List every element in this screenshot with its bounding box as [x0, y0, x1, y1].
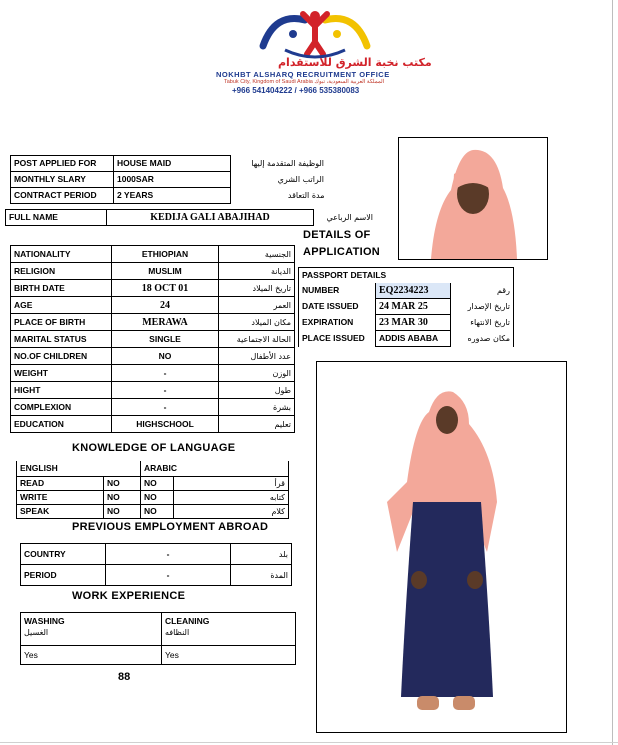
- personal-value: NO: [112, 348, 219, 365]
- arabic-level: NO: [141, 505, 174, 519]
- arabic-header: ARABIC: [141, 461, 289, 477]
- table-row: [17, 491, 289, 505]
- period-label: CONTRACT PERIOD: [11, 188, 114, 204]
- headshot-photo: [398, 137, 548, 260]
- passport-label-ar: تاريخ الإصدار: [451, 299, 514, 315]
- full-name-label: FULL NAME: [6, 210, 107, 226]
- language-skill-label: READ: [17, 477, 104, 491]
- passport-label-ar: تاريخ الانتهاء: [451, 315, 514, 331]
- passport-label-ar: مكان صدوره: [451, 331, 514, 347]
- personal-value: SINGLE: [112, 331, 219, 348]
- passport-label-ar: رقم: [451, 283, 514, 299]
- table-row: [17, 477, 289, 491]
- table-row: [11, 382, 295, 399]
- passport-value: 24 MAR 25: [376, 299, 451, 315]
- cleaning-cell: [162, 613, 296, 646]
- country-value: -: [106, 544, 231, 565]
- work-table: [20, 612, 296, 665]
- passport-label: EXPIRATION: [299, 315, 376, 331]
- personal-label: MARITAL STATUS: [11, 331, 112, 348]
- table-row: [21, 544, 292, 565]
- personal-label-ar: تعليم: [219, 416, 295, 433]
- table-row: [11, 263, 295, 280]
- personal-label: PLACE OF BIRTH: [11, 314, 112, 331]
- table-row: [11, 365, 295, 382]
- table-row: [11, 280, 295, 297]
- full-name-table: [5, 209, 376, 226]
- table-row: [11, 172, 328, 188]
- personal-label-ar: الجنسية: [219, 246, 295, 263]
- company-logo-icon: [255, 8, 375, 60]
- personal-label: EDUCATION: [11, 416, 112, 433]
- personal-label: RELIGION: [11, 263, 112, 280]
- washing-cell: [21, 613, 162, 646]
- table-row: [11, 416, 295, 433]
- personal-label-ar: الديانة: [219, 263, 295, 280]
- full-name-value: KEDIJA GALI ABAJIHAD: [107, 210, 314, 226]
- washing-label: WASHING: [24, 616, 65, 626]
- personal-value: -: [112, 399, 219, 416]
- table-row: [21, 646, 296, 665]
- arabic-level: NO: [141, 491, 174, 505]
- personal-label-ar: طول: [219, 382, 295, 399]
- table-row: [11, 314, 295, 331]
- personal-value: HIGHSCHOOL: [112, 416, 219, 433]
- washing-label-ar: الغسيل: [24, 628, 49, 637]
- company-phones: +966 541404222 / +966 535380083: [232, 86, 360, 95]
- personal-value: 18 OCT 01: [112, 280, 219, 297]
- english-level: NO: [104, 505, 141, 519]
- personal-label-ar: الوزن: [219, 365, 295, 382]
- language-skill-label-ar: كتابه: [174, 491, 289, 505]
- table-row: [299, 315, 514, 331]
- passport-label: PLACE ISSUED: [299, 331, 376, 347]
- reference-number: 88: [118, 671, 131, 683]
- table-row: [11, 399, 295, 416]
- company-name-arabic: مكتب نخبة الشرق للاستقدام: [278, 56, 432, 69]
- post-value: HOUSE MAID: [114, 156, 231, 172]
- personal-value: MERAWA: [112, 314, 219, 331]
- table-row: [11, 188, 328, 204]
- employment-period-label: PERIOD: [21, 565, 106, 586]
- language-skill-label: SPEAK: [17, 505, 104, 519]
- cleaning-value: Yes: [162, 646, 296, 665]
- personal-label: NATIONALITY: [11, 246, 112, 263]
- company-location: Tabuk City, Kingdom of Saudi Arabia المملكة العربية السعودية، تبوك: [224, 79, 385, 85]
- table-row: [11, 348, 295, 365]
- personal-label-ar: بشرة: [219, 399, 295, 416]
- cleaning-label: CLEANING: [165, 616, 210, 626]
- personal-value: ETHIOPIAN: [112, 246, 219, 263]
- passport-label: DATE ISSUED: [299, 299, 376, 315]
- table-row: [17, 461, 289, 477]
- passport-label: NUMBER: [299, 283, 376, 299]
- personal-label: HIGHT: [11, 382, 112, 399]
- table-row: [21, 613, 296, 646]
- period-label-ar: مدة التعاقد: [287, 191, 325, 200]
- english-level: NO: [104, 477, 141, 491]
- company-name-english: NOKHBT ALSHARQ RECRUITMENT OFFICE: [216, 70, 390, 79]
- table-row: [11, 331, 295, 348]
- personal-label: WEIGHT: [11, 365, 112, 382]
- post-label: POST APPLIED FOR: [11, 156, 114, 172]
- language-skill-label-ar: قرأ: [174, 477, 289, 491]
- personal-label-ar: عدد الأطفال: [219, 348, 295, 365]
- full-name-label-ar: الاسم الرباعي: [326, 213, 373, 222]
- personal-value: -: [112, 365, 219, 382]
- country-label-ar: بلد: [231, 544, 292, 565]
- table-row: [299, 331, 514, 347]
- language-table: [16, 461, 289, 519]
- table-row: [299, 268, 514, 284]
- passport-value: 23 MAR 30: [376, 315, 451, 331]
- employment-period-label-ar: المدة: [231, 565, 292, 586]
- personal-label: COMPLEXION: [11, 399, 112, 416]
- personal-label-ar: مكان الميلاد: [219, 314, 295, 331]
- salary-label-ar: الراتب الشري: [277, 175, 324, 184]
- personal-value: 24: [112, 297, 219, 314]
- period-value: 2 YEARS: [114, 188, 231, 204]
- personal-value: -: [112, 382, 219, 399]
- country-label: COUNTRY: [21, 544, 106, 565]
- table-row: [21, 565, 292, 586]
- english-level: NO: [104, 491, 141, 505]
- passport-title: PASSPORT DETAILS: [299, 268, 514, 284]
- personal-label-ar: تاريخ الميلاد: [219, 280, 295, 297]
- table-row: [17, 505, 289, 519]
- table-row: [299, 299, 514, 315]
- work-title: WORK EXPERIENCE: [72, 590, 186, 602]
- table-row: [11, 156, 328, 172]
- washing-value: Yes: [21, 646, 162, 665]
- personal-label-ar: العمر: [219, 297, 295, 314]
- passport-value: ADDIS ABABA: [376, 331, 451, 347]
- table-row: [299, 283, 514, 299]
- passport-value: EQ2234223: [376, 283, 451, 299]
- table-row: [11, 246, 295, 263]
- language-skill-label-ar: كلام: [174, 505, 289, 519]
- employment-title: PREVIOUS EMPLOYMENT ABROAD: [72, 521, 269, 533]
- table-row: [11, 297, 295, 314]
- table-row: [6, 210, 377, 226]
- passport-table: [298, 267, 514, 347]
- cleaning-label-ar: النظافه: [165, 628, 190, 637]
- employment-period-value: -: [106, 565, 231, 586]
- post-label-ar: الوظيفة المتقدمة إليها: [251, 159, 324, 168]
- page-edge: [612, 0, 613, 745]
- personal-label: AGE: [11, 297, 112, 314]
- salary-value: 1000SAR: [114, 172, 231, 188]
- personal-value: MUSLIM: [112, 263, 219, 280]
- full-body-photo: [316, 361, 567, 733]
- details-title-1: DETAILS OF: [303, 229, 371, 241]
- personal-label-ar: الحالة الاجتماعية: [219, 331, 295, 348]
- english-header: ENGLISH: [17, 461, 141, 477]
- language-skill-label: WRITE: [17, 491, 104, 505]
- details-title-2: APPLICATION: [303, 246, 381, 258]
- page-edge-bottom: [0, 742, 618, 743]
- personal-label: BIRTH DATE: [11, 280, 112, 297]
- personal-label: NO.OF CHILDREN: [11, 348, 112, 365]
- salary-label: MONTHLY SLARY: [11, 172, 114, 188]
- employment-table: [20, 543, 292, 586]
- job-table: [10, 155, 328, 204]
- language-title: KNOWLEDGE OF LANGUAGE: [72, 442, 236, 454]
- personal-details-table: [10, 245, 295, 433]
- arabic-level: NO: [141, 477, 174, 491]
